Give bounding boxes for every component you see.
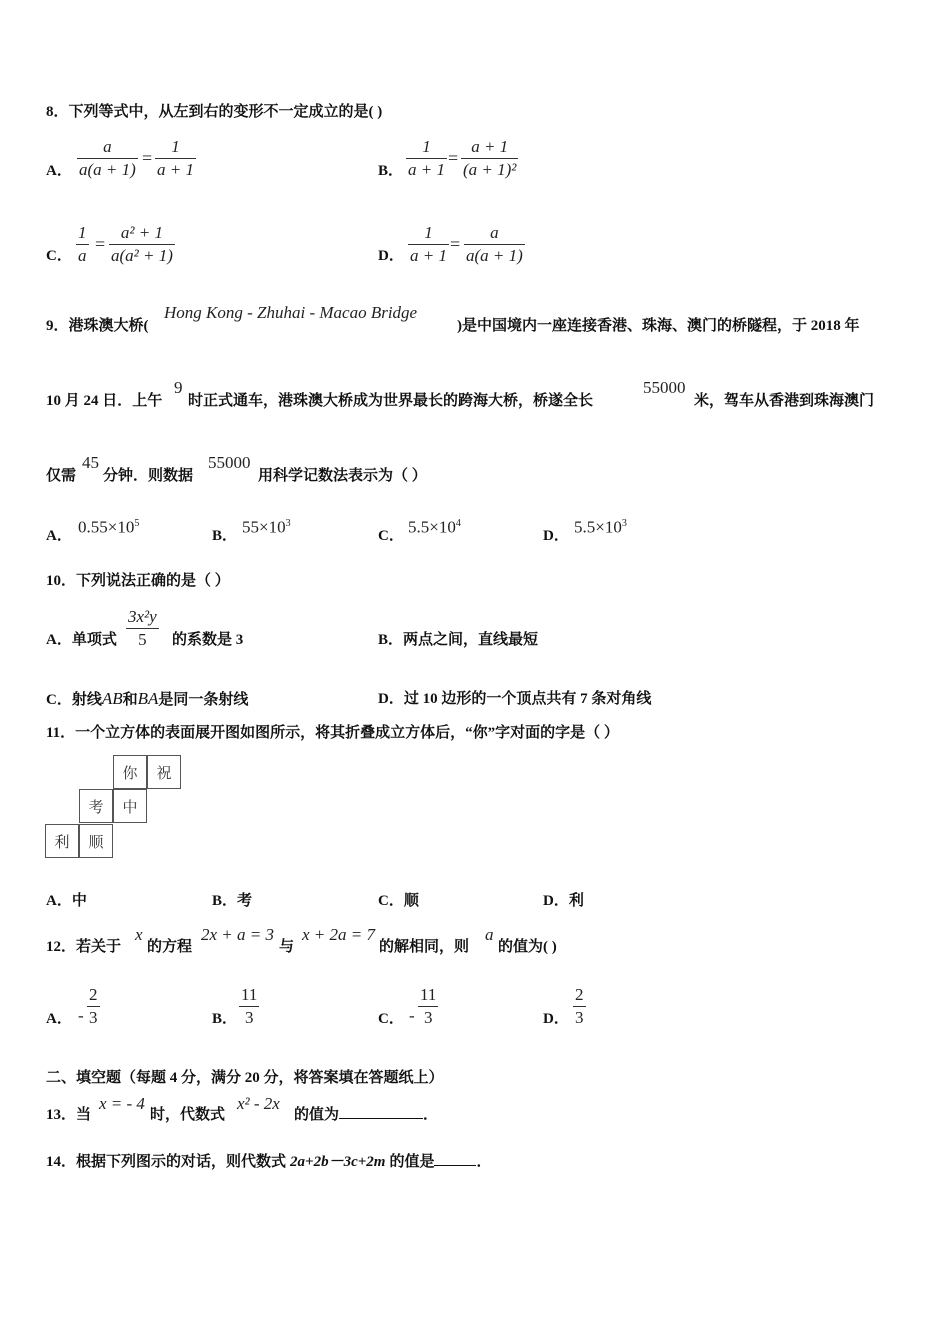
numerator: 2 <box>87 984 100 1007</box>
mantissa: 0.55×10 <box>78 517 135 537</box>
denominator: 3 <box>423 1008 433 1027</box>
numerator: a <box>464 222 525 245</box>
option-value <box>78 514 139 538</box>
q8-stem: 8．下列等式中，从左到右的变形不一定成立的是( ) <box>46 104 383 120</box>
denominator: 3 <box>575 1008 584 1027</box>
exponent: 4 <box>455 518 461 529</box>
exponent: 5 <box>134 518 140 529</box>
option-label: B． <box>212 528 238 544</box>
option-text: 和 <box>122 692 138 708</box>
q10-stem: 10．下列说法正确的是（ ） <box>46 573 230 589</box>
q12-text: 的解相同，则 <box>379 939 470 955</box>
net-cell: 你 <box>113 755 147 789</box>
mantissa: 5.5×10 <box>408 517 456 537</box>
numerator: a <box>77 136 138 159</box>
denominator: a + 1 <box>408 160 445 179</box>
fraction <box>406 136 447 181</box>
fraction <box>109 222 175 267</box>
option-value <box>408 514 461 538</box>
denominator: a + 1 <box>157 160 194 179</box>
option-value <box>574 514 627 538</box>
q9-text: 时正式通车，港珠澳大桥成为世界最长的跨海大桥，桥遂全长 <box>188 393 594 409</box>
q9-text: 仅需 <box>46 468 77 484</box>
q14-text: 的值是 <box>389 1154 435 1170</box>
fraction <box>126 606 159 651</box>
q9-text: 用科学记数法表示为（ ） <box>258 468 427 484</box>
minus-sign: - <box>78 1006 84 1025</box>
numerator: 2 <box>573 984 586 1007</box>
ray-ab: AB <box>101 689 123 708</box>
net-cell: 中 <box>113 789 147 823</box>
q9-minutes: 45 <box>82 453 99 472</box>
period: ． <box>423 1107 439 1123</box>
q12-text: 的方程 <box>147 939 193 955</box>
denominator: a(a + 1) <box>466 246 523 265</box>
denominator: a(a + 1) <box>79 160 136 179</box>
denominator: a + 1 <box>410 246 447 265</box>
q13-expression: x² - 2x <box>237 1094 280 1113</box>
q12-text: 12．若关于 <box>46 939 122 955</box>
option-label: C． <box>378 1011 404 1027</box>
option-label: A． <box>46 528 72 544</box>
q13-condition: x = - 4 <box>99 1094 145 1113</box>
q11-stem: 11．一个立方体的表面展开图如图所示，将其折叠成立方体后，“你”字对面的字是（ ） <box>46 725 619 741</box>
fraction <box>239 984 259 1029</box>
mantissa: 55×10 <box>242 517 286 537</box>
q9-text: 米，驾车从香港到珠海澳门 <box>694 393 875 409</box>
q9-length: 55000 <box>643 378 686 397</box>
equals-sign: = <box>95 234 106 254</box>
equals-sign: = <box>448 148 459 168</box>
denominator: 3 <box>244 1008 254 1027</box>
numerator: 11 <box>239 984 259 1007</box>
q9-data: 55000 <box>208 453 251 472</box>
q10-option-b[interactable]: B．两点之间，直线最短 <box>378 632 539 648</box>
net-cell: 考 <box>79 789 113 823</box>
option-text: 是同一条射线 <box>158 692 249 708</box>
ray-ba: BA <box>137 689 159 708</box>
period: ． <box>476 1154 492 1170</box>
numerator: 1 <box>76 222 89 245</box>
q11-option-a[interactable]: A．中 <box>46 893 87 909</box>
fraction <box>87 984 100 1029</box>
answer-blank[interactable] <box>434 1165 476 1166</box>
net-cell: 祝 <box>147 755 181 789</box>
q9-bridge-name: Hong Kong - Zhuhai - Macao Bridge <box>164 303 418 322</box>
q9-hour: 9 <box>174 378 183 397</box>
option-label: D． <box>543 1011 569 1027</box>
q13-text: 时，代数式 <box>150 1107 226 1123</box>
numerator: a² + 1 <box>109 222 175 245</box>
fraction <box>464 222 525 267</box>
q12-var-x: x <box>135 925 143 944</box>
fraction <box>408 222 449 267</box>
fraction <box>461 136 518 181</box>
exponent: 3 <box>621 518 627 529</box>
q13-text: 13．当 <box>46 1107 92 1123</box>
fraction <box>573 984 586 1029</box>
equals-sign: = <box>142 148 153 168</box>
denominator: (a + 1)² <box>463 160 517 179</box>
q10-option-d[interactable]: D．过 10 边形的一个顶点共有 7 条对角线 <box>378 691 652 707</box>
q12-var-a: a <box>485 925 494 944</box>
option-label: C． <box>378 528 404 544</box>
numerator: 1 <box>155 136 196 159</box>
q9-text: 9．港珠澳大桥( <box>46 318 149 334</box>
q14-text <box>46 1153 491 1171</box>
answer-blank[interactable] <box>339 1118 423 1119</box>
q9-text: )是中国境内一座连接香港、珠海、澳门的桥隧程，于 2018 年 <box>457 318 860 334</box>
equals-sign: = <box>450 234 461 254</box>
q14-text: 14．根据下列图示的对话，则代数式 <box>46 1154 287 1170</box>
option-text: C．射线 <box>46 692 102 708</box>
q12-text: 的值为( ) <box>498 939 557 955</box>
section-heading: 二、填空题（每题 4 分，满分 20 分，将答案填在答题纸上） <box>46 1070 444 1086</box>
numerator: a + 1 <box>461 136 518 159</box>
q12-equation-1: 2x + a = 3 <box>201 925 274 944</box>
mantissa: 5.5×10 <box>574 517 622 537</box>
q13-text <box>294 1106 438 1124</box>
q9-text: 分钟．则数据 <box>103 468 194 484</box>
numerator: 1 <box>406 136 447 159</box>
option-label: A． <box>46 163 72 179</box>
denominator: 3 <box>89 1008 98 1027</box>
minus-sign: - <box>409 1006 415 1025</box>
option-text: 的系数是 3 <box>172 632 244 648</box>
fraction <box>418 984 438 1029</box>
q12-text: 与 <box>279 939 295 955</box>
q11-option-c[interactable]: C．顺 <box>378 893 419 909</box>
q11-option-d[interactable]: D．利 <box>543 893 584 909</box>
numerator: 1 <box>408 222 449 245</box>
q12-equation-2: x + 2a = 7 <box>302 925 375 944</box>
option-label: B． <box>212 1011 238 1027</box>
denominator: a(a² + 1) <box>111 246 173 265</box>
option-label: C． <box>46 248 72 264</box>
net-cell: 顺 <box>79 824 113 858</box>
q14-expression: 2a+2b－3c+2m <box>290 1154 386 1170</box>
option-label: D． <box>543 528 569 544</box>
q11-option-b[interactable]: B．考 <box>212 893 253 909</box>
q13-text: 的值为 <box>294 1107 340 1123</box>
numerator: 11 <box>418 984 438 1007</box>
option-label: D． <box>378 248 404 264</box>
option-value <box>242 514 291 538</box>
option-label: B． <box>378 163 404 179</box>
denominator: 5 <box>138 630 147 649</box>
numerator: 3x²y <box>126 606 159 629</box>
q9-text: 10 月 24 日．上午 <box>46 393 163 409</box>
option-text: A．单项式 <box>46 632 117 648</box>
net-cell: 利 <box>45 824 79 858</box>
fraction <box>77 136 138 181</box>
fraction <box>155 136 196 181</box>
exponent: 3 <box>285 518 291 529</box>
fraction <box>76 222 89 267</box>
option-text <box>46 690 248 709</box>
denominator: a <box>78 246 87 265</box>
option-label: A． <box>46 1011 72 1027</box>
